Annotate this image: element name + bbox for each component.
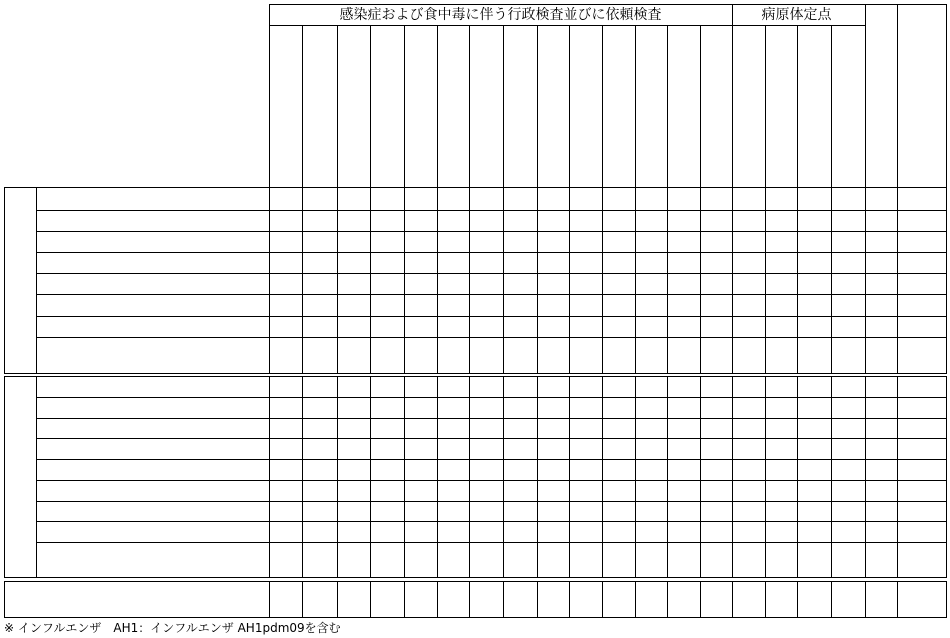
grid-line [437,581,438,617]
column-header [370,30,404,184]
grid-line [503,25,504,373]
table-cell [897,459,946,480]
grid-line [36,542,947,543]
grand-total-cell [437,581,469,617]
grid-line [337,581,338,617]
table-cell [337,252,370,273]
subtotal-cell [537,337,569,373]
grid-line [36,376,37,577]
grand-total-cell [700,581,732,617]
subtotal-cell [537,542,569,577]
grid-line [302,376,303,577]
subtotal-cell [602,337,635,373]
table-cell [897,252,946,273]
grid-line [437,25,438,373]
table-cell [897,210,946,231]
table-cell [700,294,732,316]
table-cell [831,397,865,418]
table-cell [602,294,635,316]
group-label-virus [4,376,36,577]
grid-line [269,4,947,5]
subtotal-cell [569,337,602,373]
grid-line [469,581,470,617]
grid-line [4,187,5,373]
grand-total-cell [897,581,946,617]
table-cell [732,294,765,316]
grid-line [503,376,504,577]
table-cell [302,521,337,542]
table-cell [897,480,946,501]
table-cell [602,252,635,273]
column-header [269,30,302,184]
grid-line [36,252,947,253]
table-cell [700,252,732,273]
grid-line [602,581,603,617]
grid-line [4,376,947,377]
grid-line [831,376,832,577]
footnote: ※ インフルエンザ AH1：インフルエンザ AH1pdm09を含む [4,621,341,635]
table-cell [569,480,602,501]
subtotal-cell [897,542,946,577]
grid-line [36,480,947,481]
grand-total-cell [667,581,700,617]
grid-line [667,376,668,577]
grid-line [635,581,636,617]
grid-line [302,581,303,617]
table-cell [469,521,503,542]
column-header [503,30,537,184]
grid-line [797,25,798,373]
grid-line [36,459,947,460]
grand-total-cell [503,581,537,617]
grid-line [469,376,470,577]
grid-line [469,25,470,373]
table-cell [831,376,865,397]
grid-line [732,376,733,577]
grid-line [337,376,338,577]
table-cell [732,438,765,459]
column-header [537,30,569,184]
column-header [404,30,437,184]
grid-line [667,25,668,373]
table-cell [700,210,732,231]
header-group-sentinel: 病原体定点 [761,6,832,23]
grid-line [269,581,270,617]
grid-line [4,617,947,618]
grid-line [4,373,947,374]
grid-line [797,376,798,577]
grid-line [36,187,37,373]
header-group-admin: 感染症および食中毒に伴う行政検査並びに依頼検査 [339,6,662,23]
grid-line [36,316,947,317]
table-cell [732,397,765,418]
grid-line [765,581,766,617]
grid-line [302,25,303,373]
grid-line [4,581,5,617]
column-header [602,30,635,184]
grand-total-cell [732,581,765,617]
column-header [765,30,797,184]
grid-line [831,581,832,617]
table-cell [732,376,765,397]
subtotal-cell [897,337,946,373]
table-cell [569,252,602,273]
grid-line [36,521,947,522]
column-header [337,30,370,184]
grid-line [569,376,570,577]
table-cell [732,418,765,438]
grid-line [865,4,866,373]
subtotal-cell [667,542,700,577]
table-cell [700,397,732,418]
grid-line [437,376,438,577]
grid-line [36,210,947,211]
grid-line [36,418,947,419]
table-cell [897,418,946,438]
subtotal-cell [765,542,797,577]
grid-line [602,376,603,577]
grid-line [4,376,5,577]
table-cell [700,273,732,294]
subtotal-cell [337,337,370,373]
table-cell [537,273,569,294]
table-cell [897,397,946,418]
table-cell [602,397,635,418]
table-cell [503,459,537,480]
grid-line [865,376,866,577]
table-cell [569,210,602,231]
subtotal-cell [831,542,865,577]
grid-line [36,501,947,502]
grid-line [667,581,668,617]
grid-line [269,25,866,26]
grid-line [732,4,733,373]
subtotal-cell [732,337,765,373]
grid-line [897,4,898,373]
grid-line [4,581,947,582]
grid-line [865,581,866,617]
column-header [302,30,337,184]
grid-line [537,376,538,577]
grand-total-cell [370,581,404,617]
table-cell [667,501,700,521]
grid-line [897,376,898,577]
table-cell [700,376,732,397]
group-label-bacteria [4,187,36,373]
grid-line [897,581,898,617]
column-header [469,30,503,184]
column-header [437,30,469,184]
grid-line [370,376,371,577]
table-cell [700,187,732,210]
table-cell [569,187,602,210]
grand-total-cell [337,581,370,617]
grand-total-cell [569,581,602,617]
table-cell [897,501,946,521]
table-cell [602,376,635,397]
grid-line [269,376,270,577]
table-cell [700,438,732,459]
subtotal-cell [503,542,537,577]
table-cell [569,459,602,480]
grid-line [503,581,504,617]
grid-line [635,25,636,373]
grid-line [602,25,603,373]
grid-line [797,581,798,617]
subtotal-cell [732,542,765,577]
grid-line [537,581,538,617]
subtotal-cell [700,337,732,373]
column-header-grand-total [897,54,946,144]
table-cell [370,231,404,252]
table-cell [602,438,635,459]
grid-line [404,25,405,373]
subtotal-cell [569,542,602,577]
column-header [831,30,865,184]
table-cell [569,397,602,418]
grid-line [269,4,270,373]
column-header [635,30,667,184]
grand-total-cell [831,581,865,617]
grid-line [4,577,947,578]
grand-total-cell [302,581,337,617]
subtotal-cell [469,542,503,577]
table-cell [700,459,732,480]
table-cell [437,521,469,542]
grand-total-cell [765,581,797,617]
grid-line [404,376,405,577]
table-cell [897,231,946,252]
grid-line [537,25,538,373]
grid-line [337,25,338,373]
column-header-other-medical [865,30,897,180]
grid-line [732,581,733,617]
grand-total-cell [602,581,635,617]
grid-line [700,376,701,577]
subtotal-cell [370,337,404,373]
table-cell [897,521,946,542]
grid-line [36,397,947,398]
column-header [700,85,732,135]
column-header [667,30,700,184]
grid-line [404,581,405,617]
column-header [732,30,765,184]
table-cell [537,459,569,480]
table-cell [765,376,797,397]
table-cell [897,316,946,337]
grid-line [36,273,947,274]
grand-total-cell [469,581,503,617]
subtotal-cell [302,542,337,577]
grid-line [36,231,947,232]
grid-line [36,294,947,295]
grid-line [635,376,636,577]
grid-line [765,376,766,577]
grid-line [370,25,371,373]
grid-line [569,25,570,373]
table-cell [700,231,732,252]
table-cell [700,501,732,521]
table-cell [897,376,946,397]
table-cell [700,521,732,542]
table-cell [897,187,946,210]
grid-line [700,581,701,617]
grid-line [831,25,832,373]
grid-line [370,581,371,617]
grid-line [946,376,947,577]
grid-line [4,187,947,188]
table-cell [897,294,946,316]
table-cell [537,316,569,337]
table-cell [700,316,732,337]
grid-line [569,581,570,617]
column-header [569,30,602,184]
grid-line [765,25,766,373]
subtotal-cell [437,542,469,577]
grand-total-cell [537,581,569,617]
grid-line [700,25,701,373]
table-cell [897,438,946,459]
grid-line [36,438,947,439]
table-cell [700,480,732,501]
grid-line [946,581,947,617]
grid-line [36,337,947,338]
table-cell [765,397,797,418]
subtotal-cell [602,542,635,577]
table-cell [897,273,946,294]
grid-line [946,4,947,373]
column-header [797,30,831,184]
subtotal-cell [700,542,732,577]
